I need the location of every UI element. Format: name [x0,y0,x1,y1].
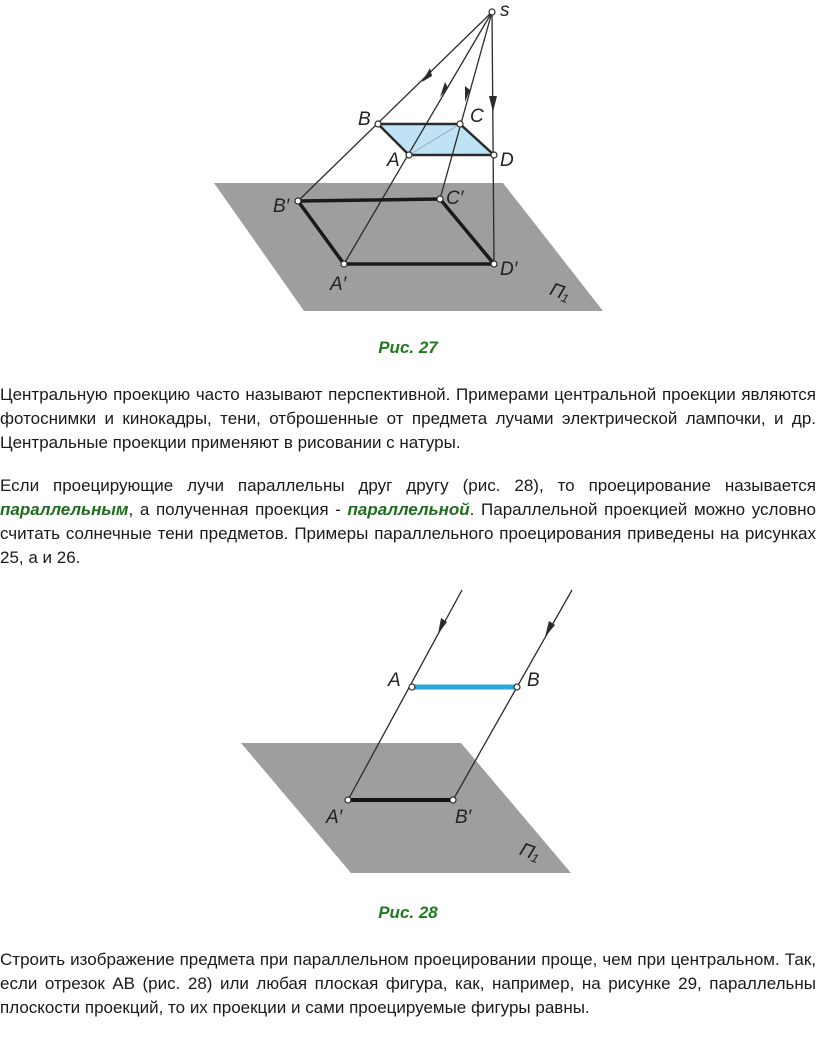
label-d: D [500,150,514,171]
paragraph-3-text: Строить изображение предмета при параллельном проецировании проще, чем при центральном. Так, если отрезок АВ (рис. 28) или любая плоская фигура, как, например, на рисунке 29, параллельны плоскости проекций, то их проекции и сами проецируемые фигуры равны. [0,950,816,1017]
label-a1: A′ [326,807,343,828]
label-b: B [527,670,540,691]
label-a: A [388,670,401,691]
paragraph-3 [0,948,816,1020]
label-s: s [500,0,510,21]
term-parallel-projection: параллельной [347,500,470,519]
point-a [409,684,415,690]
term-parallel: параллельным [0,500,129,519]
point-b [514,684,520,690]
point-b1 [450,797,456,803]
point-d [491,152,497,158]
label-c1: C′ [446,188,464,209]
label-plane: П₁ [516,839,543,866]
paragraph-2 [0,474,816,570]
label-a: A [387,150,400,171]
ray-b [453,590,572,800]
point-b [375,121,381,127]
label-b1: B′ [455,807,472,828]
figure-27-central-projection [0,0,816,330]
label-b1: B′ [273,196,290,217]
arrow-icon [489,96,497,112]
point-d1 [491,261,497,267]
point-a1 [341,261,347,267]
ray-s-b [298,12,492,201]
point-s [489,9,495,15]
label-c: C [470,106,484,127]
paragraph-1-text: Центральную проекцию часто называют перспективной. Примерами центральной проекции являются фотоснимки и кинокадры, тени, отброшенные от предмета лучами электрической лампочки, и др. Центральные проекции применяют в рисовании с натуры. [0,385,816,452]
point-c1 [437,196,443,202]
label-d1: D′ [500,259,518,280]
caption-fig-27: Рис. 27 [378,338,438,357]
caption-fig-28: Рис. 28 [378,903,438,922]
paragraph-2-part1: Если проецирующие лучи параллельны друг другу (рис. 28), то проецирование называется [0,476,816,495]
point-a1 [345,797,351,803]
paragraph-2-part2: , а полученная проекция - [128,500,348,519]
label-b: B [358,109,371,130]
ray-s-c [440,12,492,199]
label-plane: П₁ [546,279,573,306]
paragraph-1 [0,383,816,455]
point-b1 [295,198,301,204]
label-a1: A′ [330,274,347,295]
point-c [457,121,463,127]
point-a [406,152,412,158]
arrow-icon [422,68,432,82]
paragraph-2-part3: . Параллельной проекцией можно условно считать солнечные тени предметов. Примеры параллельного проецирования приведены на рисунках 25, а и 26. [0,500,816,567]
figure-28-parallel-projection [0,585,816,885]
